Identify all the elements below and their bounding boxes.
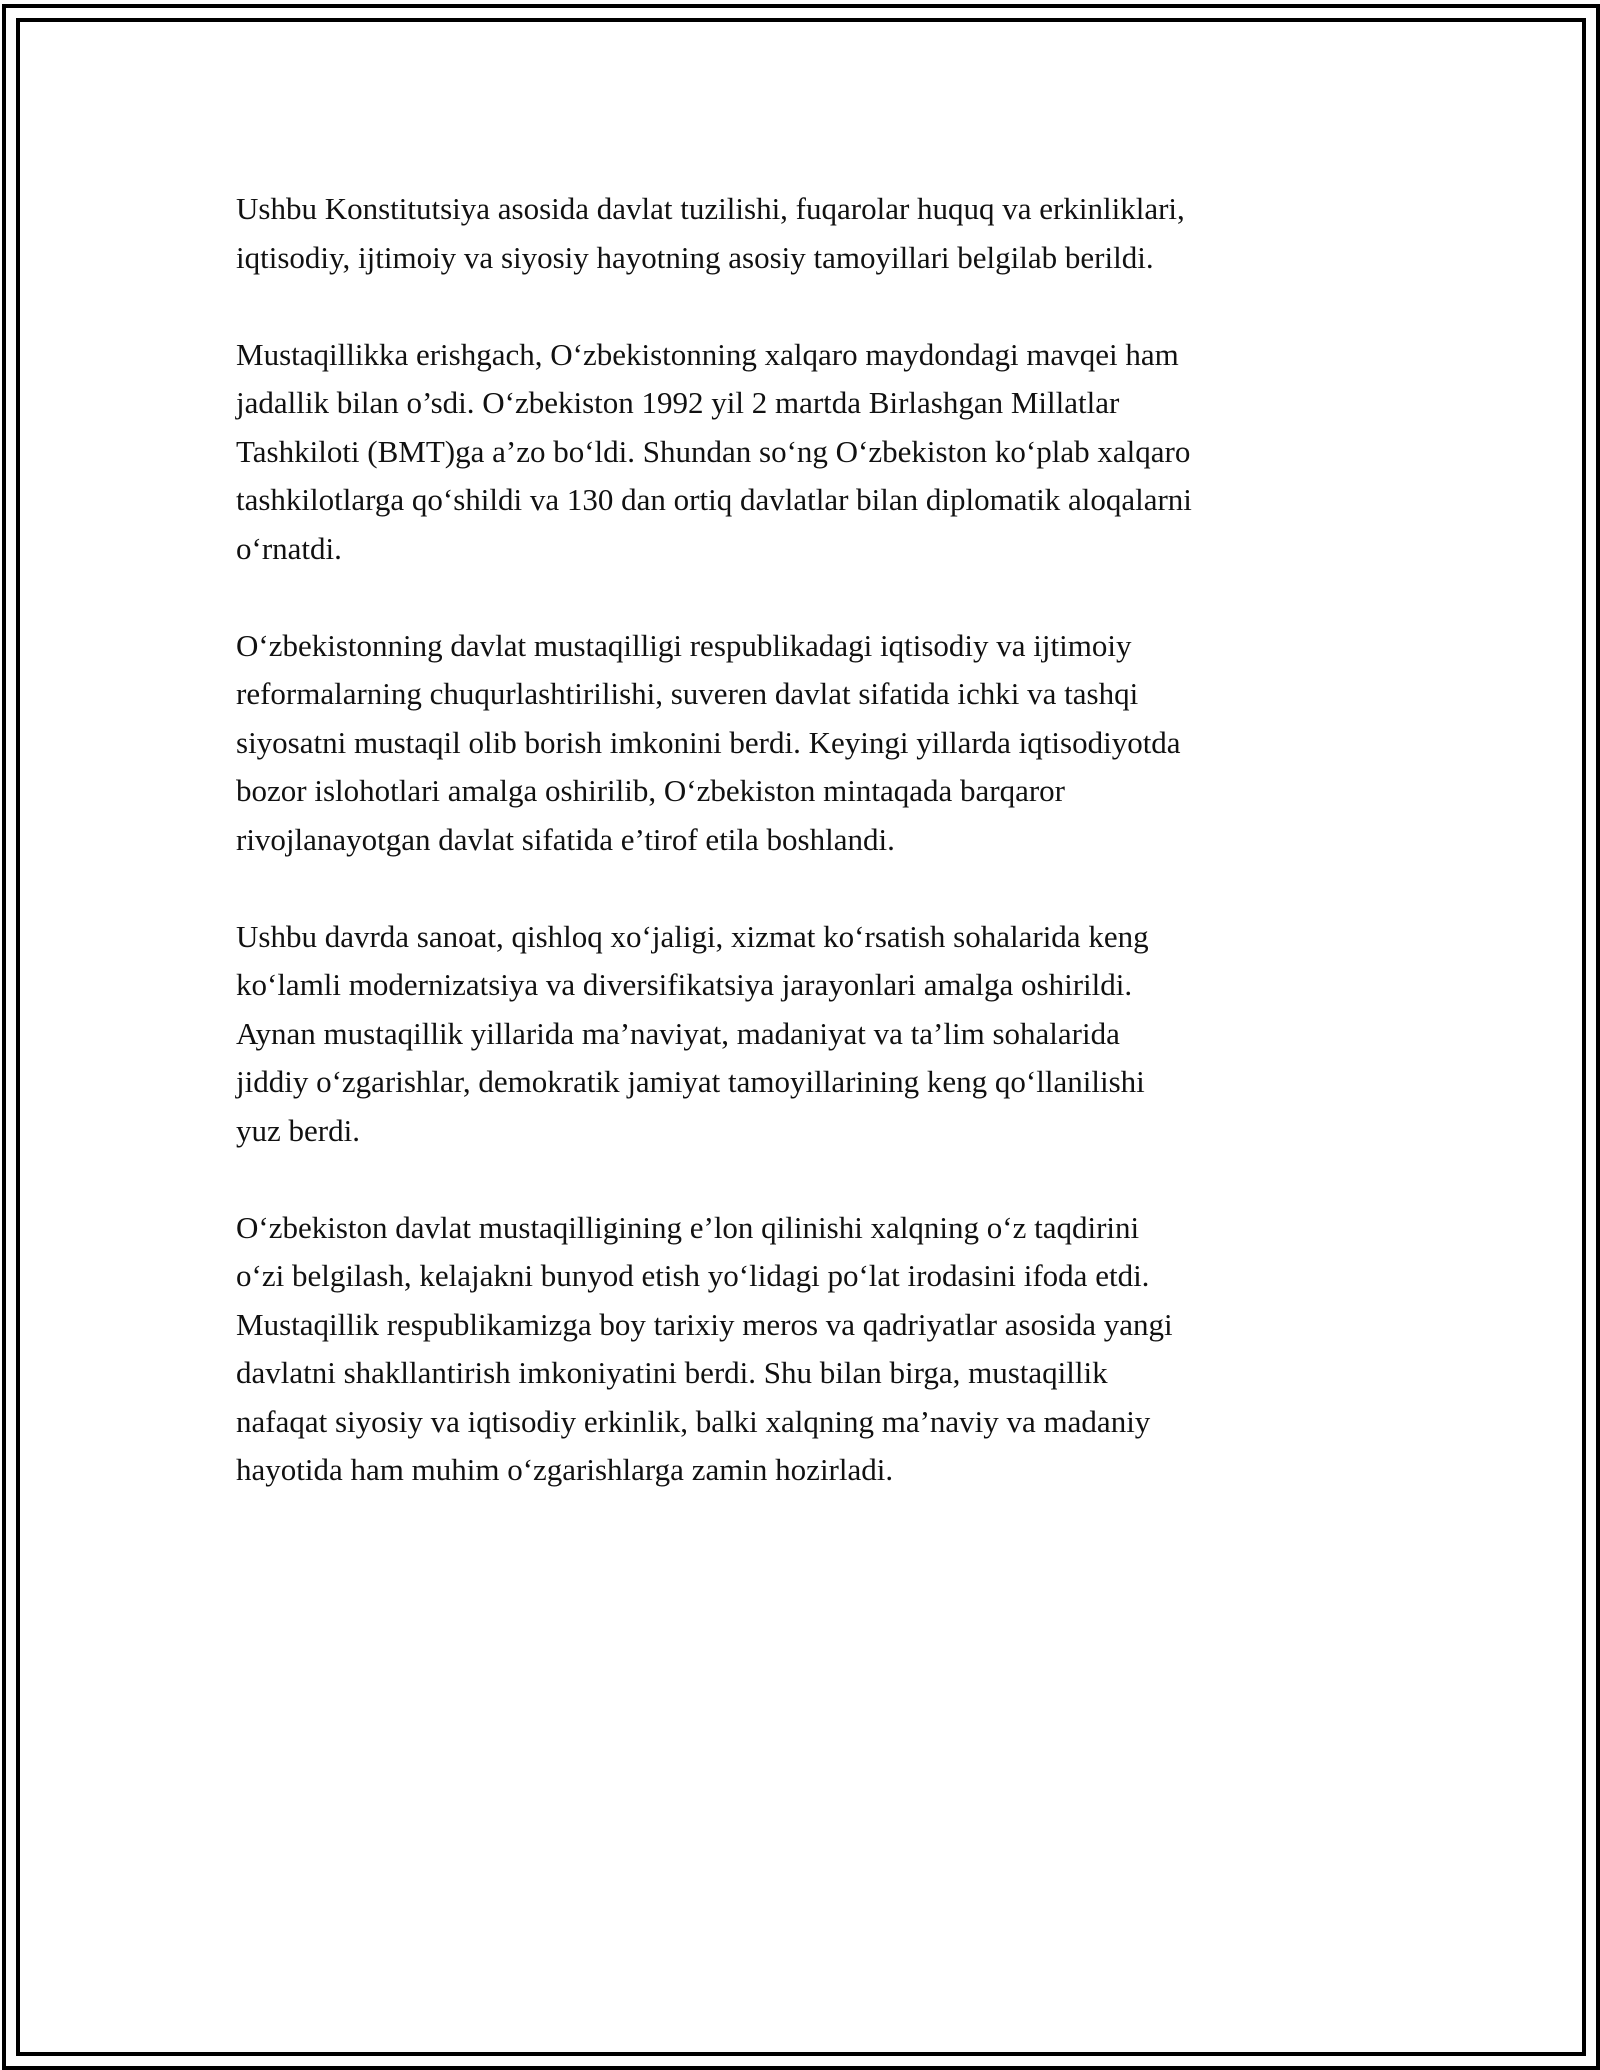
paragraph-5: O‘zbekiston davlat mustaqilligining e’lon qilinishi xalqning o‘z taqdirini o‘zi belgilash, kelajakni bunyod etish yo‘lidagi po‘lat irodasini ifoda etdi. Mustaqillik respublikamizga boy tarixiy meros va qadriyatlar asosida yangi davlatni shakllantirish imkoniyatini berdi. Shu bilan birga, mustaqillik nafaqat siyosiy va iqtisodiy erkinlik, balki xalqning ma’naviy va madaniy hayotida ham muhim o‘zgarishlarga zamin hozirladi. [236, 1209, 1173, 1487]
paragraph-1: Ushbu Konstitutsiya asosida davlat tuzilishi, fuqarolar huquq va erkinliklari, iqtisodiy, ijtimoiy va siyosiy hayotning asosiy tamoyillari belgilab berildi. [236, 191, 1185, 275]
paragraph-2: Mustaqillikka erishgach, O‘zbekistonning xalqaro maydondagi mavqei ham jadallik bilan o’sdi. O‘zbekiston 1992 yil 2 martda Birlashgan Millatlar Tashkiloti (BMT)ga a’zo bo‘ldi. Shundan so‘ng O‘zbekiston ko‘plab xalqaro tashkilotlarga qo‘shildi va 130 dan ortiq davlatlar bilan diplomatik aloqalarni o‘rnatdi. [236, 336, 1192, 566]
paragraph-4: Ushbu davrda sanoat, qishloq xo‘jaligi, xizmat ko‘rsatish sohalarida keng ko‘lamli modernizatsiya va diversifikatsiya jarayonlari amalga oshirildi. Aynan mustaqillik yillarida ma’naviyat, madaniyat va ta’lim sohalarida jiddiy o‘zgarishlar, demokratik jamiyat tamoyillarining keng qo‘llanilishi yuz berdi. [236, 918, 1149, 1148]
paragraph-3: O‘zbekistonning davlat mustaqilligi respublikadagi iqtisodiy va ijtimoiy reformalarning chuqurlashtirilishi, suveren davlat sifatida ichki va tashqi siyosatni mustaqil olib borish imkonini berdi. Keyingi yillarda iqtisodiyotda bozor islohotlari amalga oshirilib, O‘zbekiston mintaqada barqaror rivojlanayotgan davlat sifatida e’tirof etila boshlandi. [236, 627, 1181, 857]
document-body [236, 185, 1376, 1543]
